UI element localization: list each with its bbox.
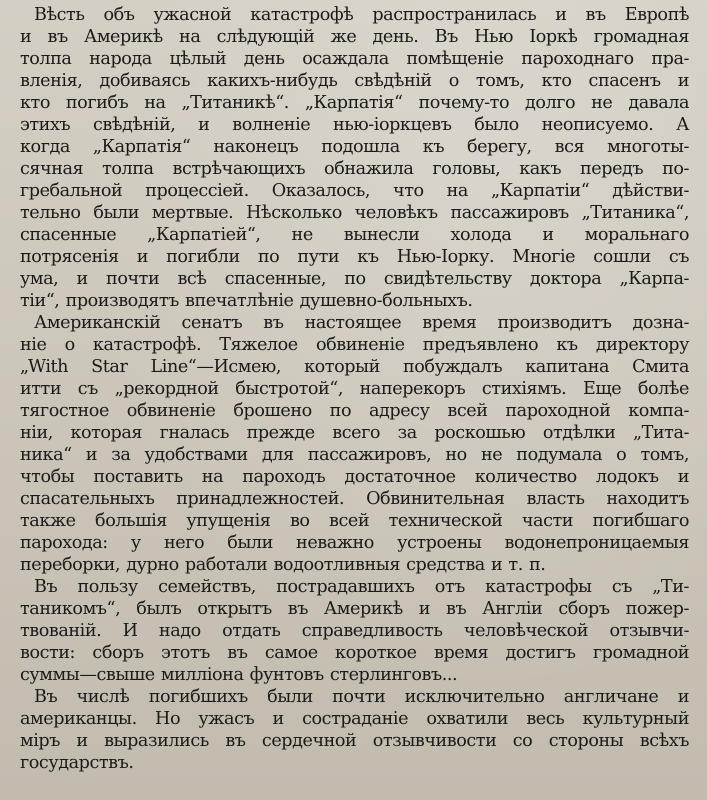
text-line: тіи“, производятъ впечатлѣніе душевно-больныхъ. [20, 291, 473, 311]
paragraph-news-spread [20, 4, 689, 312]
text-line: также большія упущенія во всей технической части погибшаго [20, 511, 689, 531]
text-line: таникомъ“, былъ открытъ въ Америкѣ и въ Англіи сборъ пожер- [20, 599, 689, 619]
text-line: американцы. Но ужасъ и состраданіе охватили весь культурный [20, 709, 689, 729]
text-line: переборки, дурно работали водоотливныя средства и т. п. [20, 555, 546, 575]
text-line: твованій. И надо отдать справедливость человѣческой отзывчи- [20, 621, 689, 641]
text-line: тельно были мертвые. Нѣсколько человѣкъ пассажировъ „Титаника“, [20, 203, 689, 223]
text-line: кто погибъ на „Титаникѣ“. „Карпатія“ почему-то долго не давала [20, 93, 689, 113]
text-line: потрясенія и погибли по пути къ Нью-Іорку. Многіе сошли съ [20, 247, 689, 267]
text-line: сячная толпа встрѣчающихъ обнажила головы, какъ передъ по- [20, 159, 689, 179]
text-line: когда „Карпатія“ наконецъ подошла къ берегу, вся многоты- [20, 137, 689, 157]
text-line: Американскій сенатъ въ настоящее время производитъ дозна- [34, 313, 689, 333]
text-line: міръ и выразились въ сердечной отзывчивости со стороны всѣхъ [20, 731, 689, 751]
text-line: вости: сборъ этотъ въ самое короткое время достигъ громадной [20, 643, 689, 663]
text-line: ника“ и за удобствами для пассажировъ, но не подумала о томъ, [20, 445, 689, 465]
text-line: чтобы поставить на пароходъ достаточное количество лодокъ и [20, 467, 689, 487]
text-line: гребальной процессіей. Оказалось, что на „Карпатіи“ дѣйстви- [20, 181, 689, 201]
text-line: Въ пользу семействъ, пострадавшихъ отъ катастрофы съ „Ти- [34, 577, 689, 597]
text-line: ніе о катастрофѣ. Тяжелое обвиненіе предъявлено къ директору [20, 335, 689, 355]
text-line: спасательныхъ принадлежностей. Обвинительная власть находитъ [20, 489, 689, 509]
text-line: итти съ „рекордной быстротой“, наперекоръ стихіямъ. Еще болѣе [20, 379, 689, 399]
text-line: парохода: у него были неважно устроены водонепроницаемыя [20, 533, 689, 553]
text-line: государствъ. [20, 753, 134, 773]
text-line: вленія, добиваясь какихъ-нибудь свѣдѣній о томъ, кто спасенъ и [20, 71, 689, 91]
paragraph-victims [20, 686, 689, 774]
text-line: толпа народа цѣлый день осаждала помѣщеніе пароходнаго пра- [20, 49, 689, 69]
text-line: тягостное обвиненіе брошено по адресу всей пароходной компа- [20, 401, 689, 421]
text-line: ума, и почти всѣ спасенные, по свидѣтельству доктора „Карпа- [20, 269, 689, 289]
text-line: этихъ свѣдѣній, и волненіе нью-іоркцевъ было неописуемо. А [20, 115, 689, 135]
text-line: суммы—свыше милліона фунтовъ стерлинговъ... [20, 665, 458, 685]
text-line: „With Star Line“—Исмею, который побуждалъ капитана Смита [20, 357, 689, 377]
text-line: ніи, которая гналась прежде всего за роскошью отдѣлки „Тита- [20, 423, 689, 443]
paragraph-senate-inquiry [20, 312, 689, 576]
text-line: спасенные „Карпатіей“, не вынесли холода и моральнаго [20, 225, 689, 245]
text-line: и въ Америкѣ на слѣдующій же день. Въ Нью Іоркѣ громадная [20, 27, 689, 47]
text-line: Въ числѣ погибшихъ были почти исключительно англичане и [34, 687, 689, 707]
paragraph-relief-fund [20, 576, 689, 686]
text-line: Вѣсть объ ужасной катастрофѣ распространилась и въ Европѣ [34, 5, 689, 25]
